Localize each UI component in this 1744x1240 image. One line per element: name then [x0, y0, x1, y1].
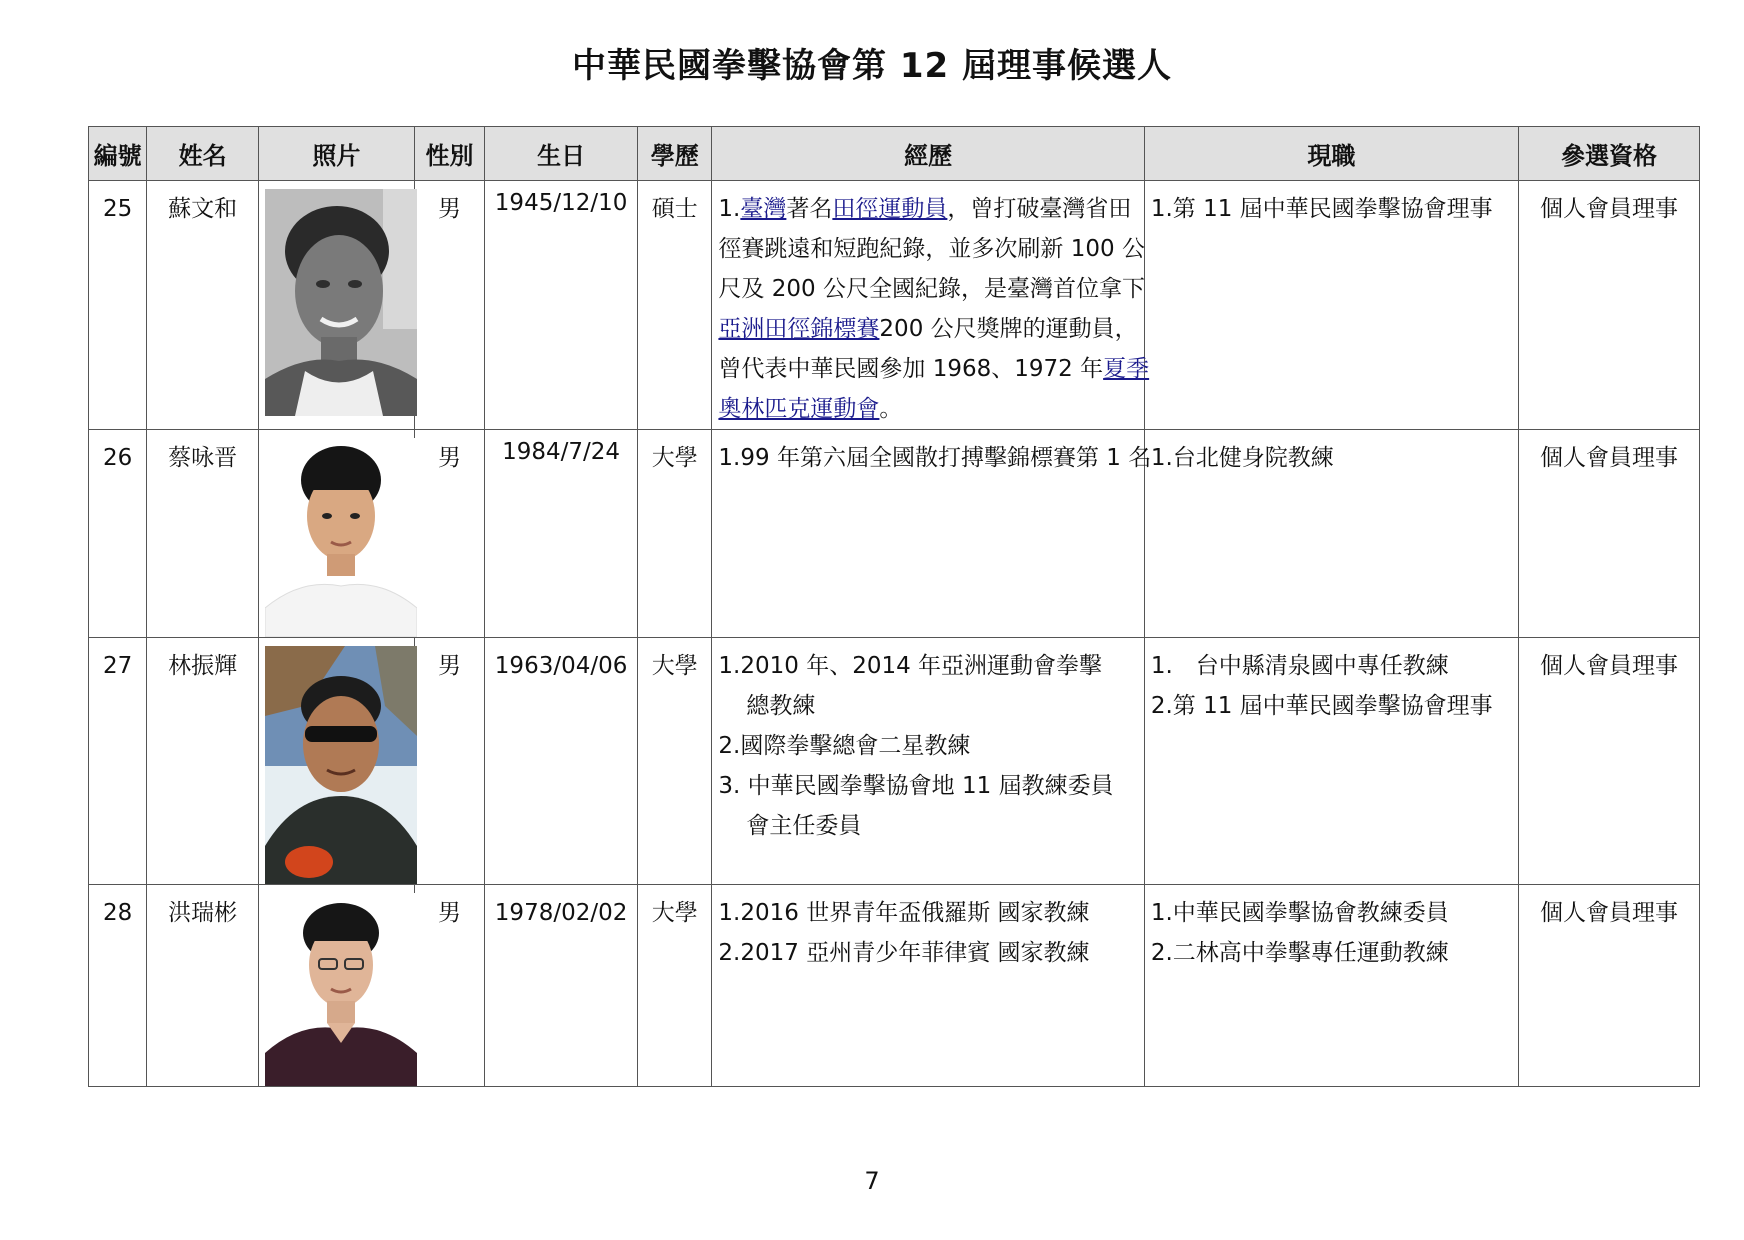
portrait-image-icon [265, 189, 417, 416]
header-gender: 性別 [414, 127, 484, 181]
birthday-value: 1945/12/10 [494, 190, 628, 216]
cell-education: 大學 [638, 638, 712, 885]
current-line: 2.第 11 屆中華民國拳擊協會理事 [1150, 693, 1493, 719]
cell-gender: 男 [414, 430, 484, 638]
experience-link[interactable]: 臺灣 [740, 196, 787, 222]
cell-name: 蘇文和 [147, 181, 259, 430]
cell-qualification: 個人會員理事 [1518, 638, 1699, 885]
header-name: 姓名 [147, 127, 259, 181]
current-line: 2.二林高中拳擊專任運動教練 [1150, 940, 1449, 966]
experience-link[interactable]: 奧林匹克運動會 [718, 396, 880, 422]
experience-line: 1.99 年第六屆全國散打搏擊錦標賽第 1 名 [718, 445, 1152, 471]
cell-name: 洪瑞彬 [147, 885, 259, 1087]
cell-photo [258, 638, 414, 885]
experience-link[interactable]: 夏季 [1103, 356, 1150, 382]
cell-qualification: 個人會員理事 [1518, 430, 1699, 638]
experience-link[interactable]: 亞洲田徑錦標賽 [718, 316, 880, 342]
cell-experience [712, 430, 1152, 638]
candidate-photo [265, 438, 417, 637]
experience-line [718, 309, 1137, 349]
experience-text: 1. [718, 196, 741, 222]
table-row [89, 181, 1700, 430]
page-number: 7 [864, 1167, 880, 1195]
experience-line: 2.2017 亞州青少年菲律賓 國家教練 [718, 940, 1090, 966]
candidate-photo [265, 189, 417, 416]
experience-text: 曾代表中華民國參加 1968、1972 年 [718, 356, 1104, 382]
cell-photo [258, 181, 414, 430]
experience-text: ，曾打破臺灣省田 [947, 196, 1132, 222]
cell-gender: 男 [414, 885, 484, 1087]
candidate-photo [265, 893, 417, 1086]
portrait-image-icon [265, 893, 417, 1086]
cell-name: 蔡咏晋 [147, 430, 259, 638]
cell-photo [258, 885, 414, 1087]
experience-line: 3. 中華民國拳擊協會地 11 屆教練委員 [718, 773, 1114, 799]
experience-line: 2.國際拳擊總會二星教練 [718, 733, 971, 759]
cell-photo [258, 430, 414, 638]
cell-gender: 男 [414, 638, 484, 885]
header-education: 學歷 [638, 127, 712, 181]
experience-text: 。 [879, 396, 903, 422]
table-row [89, 430, 1700, 638]
cell-current [1144, 181, 1518, 430]
cell-current [1144, 885, 1518, 1087]
experience-line: 尺及 200 公尺全國紀錄，是臺灣首位拿下 [718, 276, 1145, 302]
cell-id: 26 [89, 430, 147, 638]
header-experience: 經歷 [712, 127, 1144, 181]
cell-qualification: 個人會員理事 [1518, 885, 1699, 1087]
cell-current [1144, 430, 1518, 638]
current-line: 1.台北健身院教練 [1150, 445, 1334, 471]
experience-line [718, 389, 1137, 429]
cell-name: 林振輝 [147, 638, 259, 885]
table-row [89, 638, 1700, 885]
current-line: 1. 台中縣清泉國中專任教練 [1150, 653, 1449, 679]
experience-text: 200 公尺獎牌的運動員， [879, 316, 1138, 342]
portrait-image-icon [265, 438, 417, 637]
cell-education: 碩士 [638, 181, 712, 430]
cell-id: 27 [89, 638, 147, 885]
cell-id: 28 [89, 885, 147, 1087]
table-row [89, 885, 1700, 1087]
cell-birthday: 1978/02/02 [485, 885, 638, 1087]
experience-line: 1.2010 年、2014 年亞洲運動會拳擊 [718, 653, 1103, 679]
candidate-photo [265, 646, 417, 884]
cell-qualification: 個人會員理事 [1518, 181, 1699, 430]
header-current: 現職 [1144, 127, 1518, 181]
birthday-value: 1984/7/24 [502, 439, 621, 465]
header-id: 編號 [89, 127, 147, 181]
current-line: 1.中華民國拳擊協會教練委員 [1150, 900, 1449, 926]
cell-education: 大學 [638, 885, 712, 1087]
header-birthday: 生日 [485, 127, 638, 181]
current-line: 1.第 11 屆中華民國拳擊協會理事 [1150, 196, 1493, 222]
experience-text: 著名 [786, 196, 833, 222]
cell-current [1144, 638, 1518, 885]
cell-birthday: 1963/04/06 [485, 638, 638, 885]
header-photo: 照片 [258, 127, 414, 181]
portrait-image-icon [265, 646, 417, 884]
header-qualification: 參選資格 [1518, 127, 1699, 181]
candidate-table [88, 126, 1700, 1087]
cell-birthday [485, 430, 638, 638]
experience-line: 1.2016 世界青年盃俄羅斯 國家教練 [718, 900, 1090, 926]
experience-line [718, 349, 1150, 389]
experience-line [718, 189, 1137, 229]
experience-line: 徑賽跳遠和短跑紀錄，並多次刷新 100 公 [718, 236, 1145, 262]
experience-line: 會主任委員 [746, 813, 862, 839]
header-row [89, 127, 1700, 181]
experience-link[interactable]: 田徑運動員 [832, 196, 948, 222]
experience-line: 總教練 [746, 693, 816, 719]
cell-experience [712, 638, 1144, 885]
cell-experience [712, 885, 1144, 1087]
cell-education: 大學 [638, 430, 712, 638]
cell-gender: 男 [414, 181, 484, 430]
cell-experience [712, 181, 1150, 430]
cell-birthday [485, 181, 638, 430]
cell-id: 25 [89, 181, 147, 430]
page-title: 中華民國拳擊協會第 12 屆理事候選人 [572, 46, 1172, 86]
